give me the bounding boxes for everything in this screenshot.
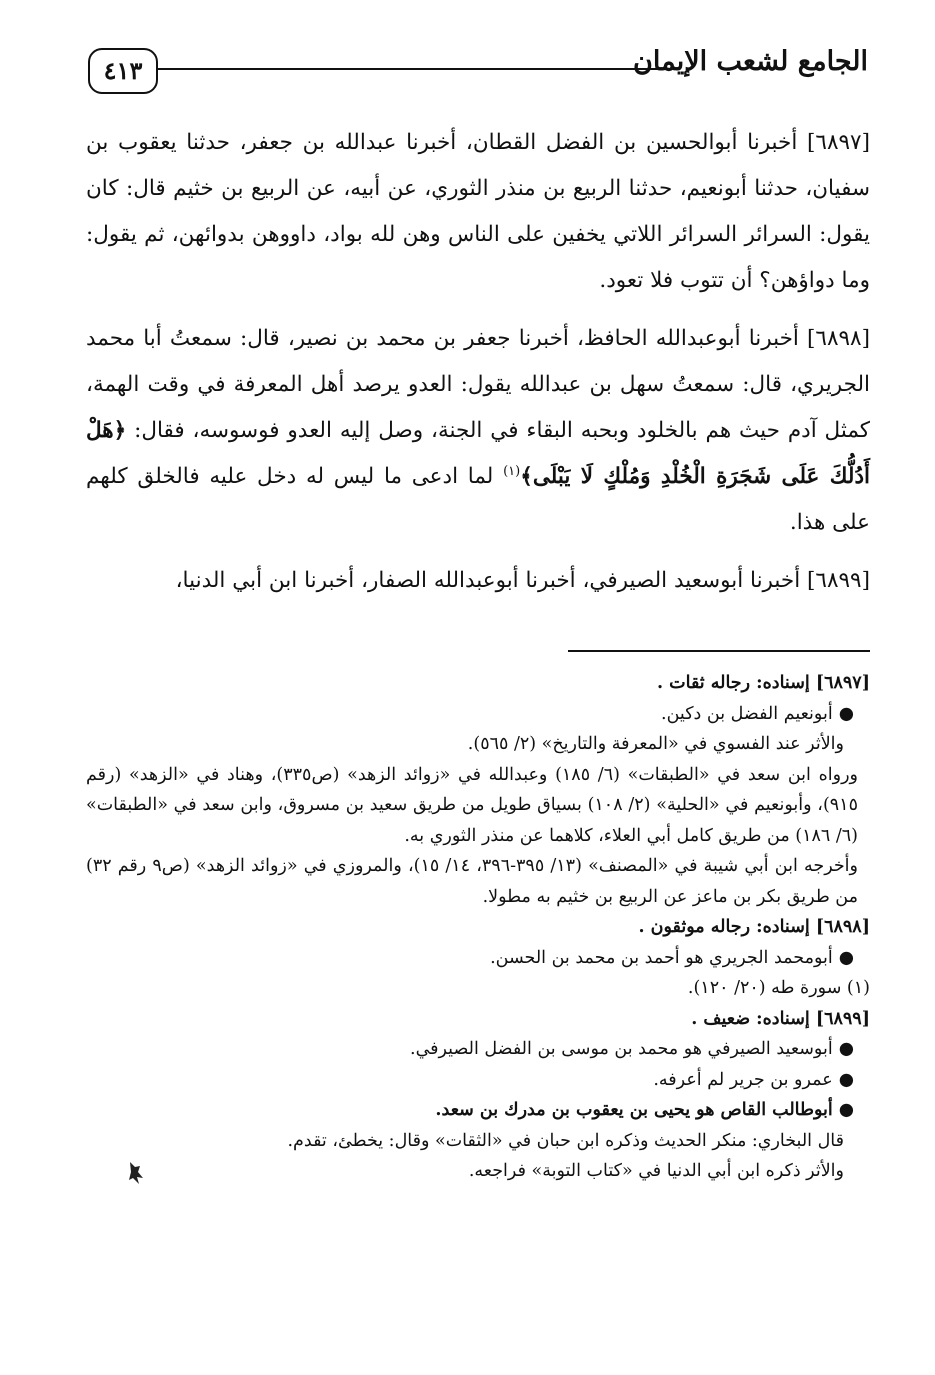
- quran-verse: ﴿هَلْ أَدُلُّكَ عَلَى شَجَرَةِ الْخُلْدِ وَمُلْكٍ لَا يَبْلَى﴾: [86, 418, 870, 489]
- header-rule: [158, 68, 658, 70]
- hadith-number: [٦٨٩٩]: [807, 568, 870, 593]
- bullet-icon: ●: [838, 1069, 854, 1090]
- main-text: [86, 120, 870, 604]
- footnote-bullet: ●أبوطالب القاص هو يحيى بن يعقوب بن مدرك بن سعد.: [435, 1100, 854, 1120]
- bullet-icon: ●: [838, 1039, 854, 1059]
- paragraph-text: أخبرنا أبوعبدالله الحافظ، أخبرنا جعفر بن محمد بن نصير، قال: سمعتُ أبا محمد الجريري، قال: سمعتُ سهل بن عبدالله يقول: العدو يرصد أهل المعرفة في وقت الهمة، كمثل آدم حيث هم بالخلود وبحبه البقاء في الجنة، وصل إليه العدو فوسوسه، فقال:: [86, 326, 870, 443]
- footnote-ref[interactable]: (١): [503, 463, 521, 479]
- footnote-bullet: ●أبومحمد الجريري هو أحمد بن محمد بن الحسن.: [490, 947, 854, 968]
- footnote-line: والأثر عند الفسوي في «المعرفة والتاريخ» (٢/ ٥٦٥).: [467, 734, 844, 754]
- footnote-bullet: ●أبونعيم الفضل بن دكين.: [661, 703, 854, 724]
- paragraph-text: لما ادعى ما ليس له دخل عليه فالخلق كلهم على هذا.: [86, 464, 870, 535]
- hadith-number: [٦٨٩٧]: [807, 130, 870, 155]
- bullet-icon: ●: [838, 703, 854, 724]
- ink-mark-icon: [126, 1160, 146, 1186]
- paragraph-6897: [86, 120, 870, 304]
- quran-reference-note: (١) سورة طه (٢٠/ ١٢٠).: [687, 978, 870, 998]
- page-number: ٤١٣: [88, 48, 158, 94]
- paragraph-text: أخبرنا أبوسعيد الصيرفي، أخبرنا أبوعبدالله الصفار، أخبرنا ابن أبي الدنيا،: [175, 568, 801, 593]
- paragraph-text: أخبرنا أبوالحسين بن الفضل القطان، أخبرنا عبدالله بن جعفر، حدثنا يعقوب بن سفيان، حدثنا أبونعيم، حدثنا الربيع بن منذر الثوري، عن أبيه، عن الربيع بن خثيم قال: كان يقول: السرائر السرائر اللاتي يخفين على الناس وهن لله بواد، داووهن بدوائهن، ثم يقول: وما دواؤهن؟ أن تتوب فلا تعود.: [86, 130, 870, 293]
- footnote-divider: [568, 650, 870, 652]
- footnote-label-6897: [٦٨٩٧] إسناده: رجاله ثقات .: [656, 673, 870, 693]
- footnote-label-6898: [٦٨٩٨] إسناده: رجاله موثقون .: [638, 917, 870, 937]
- paragraph-6898: [86, 316, 870, 546]
- bullet-icon: ●: [838, 1100, 854, 1120]
- footnote-label-6899: [٦٨٩٩] إسناده: ضعيف .: [691, 1008, 870, 1029]
- footnote-line: والأثر ذكره ابن أبي الدنيا في «كتاب التوبة» فراجعه.: [468, 1161, 844, 1181]
- page-header: [88, 44, 868, 100]
- footnote-line: ورواه ابن سعد في «الطبقات» (٦/ ١٨٥) وعبدالله في «زوائد الزهد» (ص٣٣٥)، وهناد في «الزهد» (رقم ٩١٥)، وأبونعيم في «الحلية» (٢/ ١٠٨) بسياق طويل من طريق سعيد بن مسروق، وابن سعد في «الطبقات» (٦/ ١٨٦) من طريق كامل أبي العلاء، كلاهما عن منذر الثوري به.: [86, 764, 858, 846]
- footnotes: [86, 668, 870, 1187]
- footnote-line: وأخرجه ابن أبي شيبة في «المصنف» (١٣/ ٣٩٥-٣٩٦، ١٤/ ١٥)، والمروزي في «زوائد الزهد» (ص٩ رقم ٣٢) من طريق بكر بن ماعز عن الربيع بن خثيم به مطولا.: [86, 856, 858, 907]
- paragraph-6899: [86, 558, 870, 604]
- running-title: الجامع لشعب الإيمان: [633, 46, 868, 77]
- hadith-number: [٦٨٩٨]: [807, 326, 870, 351]
- footnote-bullet: ●أبوسعيد الصيرفي هو محمد بن موسى بن الفضل الصيرفي.: [410, 1039, 854, 1059]
- footnote-line: قال البخاري: منكر الحديث وذكره ابن حبان في «الثقات» وقال: يخطئ، تقدم.: [287, 1130, 844, 1151]
- footnote-bullet: ●عمرو بن جرير لم أعرفه.: [653, 1069, 854, 1090]
- bullet-icon: ●: [838, 947, 854, 968]
